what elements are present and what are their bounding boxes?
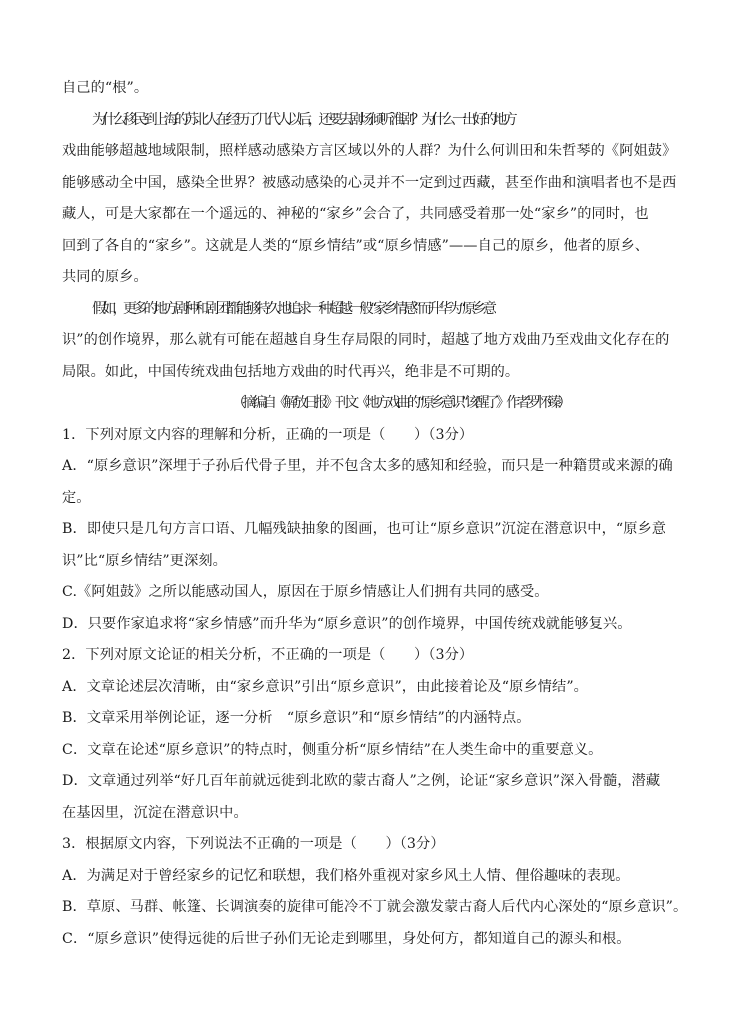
question-2-option-d: D．文章通过列举“好几百年前就远徙到北欧的蒙古裔人”之例，论证“家乡意识”深入骨髓，潜藏	[62, 773, 661, 789]
article-line: 藏人，可是大家都在一个遥远的、神秘的“家乡”会合了，共同感受着那一处“家乡”的同时，也	[62, 206, 649, 222]
article-line: 识”的创作境界，那么就有可能在超越自身生存局限的同时，超越了地方戏曲乃至戏曲文化存在的	[62, 332, 670, 348]
question-1-option-b: B．即使只是几句方言口语、几幅残缺抽象的图画，也可让“原乡意识”沉淀在潜意识中，“原乡意	[62, 521, 667, 537]
question-2-option-a: A．文章论述层次清晰，由“家乡意识”引出“原乡意识”，由此接着论及“原乡情结”。	[62, 679, 588, 695]
article-paragraph-start: 为什么移民到上海的苏北人在经历了几代人以后，还要去剧场倾听淮剧？为什么一出好的地方	[92, 112, 514, 128]
question-1-stem: 1．下列对原文内容的理解和分析，正确的一项是（ ）（3分）	[62, 427, 474, 443]
article-line: 能够感动全中国，感染全世界？被感动感染的心灵并不一定到过西藏，甚至作曲和演唱者也不是西	[62, 175, 677, 191]
article-line: 共同的原乡。	[62, 269, 148, 285]
question-1-option-c: C.《阿姐鼓》之所以能感动国人，原因在于原乡情感让人们拥有共同的感受。	[62, 584, 549, 600]
article-line: 戏曲能够超越地域限制，照样感动感染方言区域以外的人群？为什么何训田和朱哲琴的《阿姐鼓》	[62, 143, 677, 159]
question-1-option-a-cont: 定。	[62, 490, 91, 506]
question-2-option-c: C．文章在论述“原乡意识”的特点时，侧重分析“原乡情结”在人类生命中的重要意义。	[62, 742, 603, 758]
article-paragraph-start: 假如，更多的地方剧种和剧团都能够持久地追求一种超越一般“家乡情感”而升华为“原乡意	[92, 301, 493, 317]
article-line: 自己的“根”。	[62, 80, 149, 96]
question-2-stem: 2．下列对原文论证的相关分析，不正确的一项是（ ）（3分）	[62, 647, 474, 663]
article-line: 局限。如此，中国传统戏曲包括地方戏曲的时代再兴，绝非是不可期的。	[62, 364, 520, 380]
article-line: 回到了各自的“家乡”。这就是人类的“原乡情结”或“原乡情感”——自己的原乡，他者的原乡、	[62, 238, 650, 254]
question-2-option-b: B．文章采用举例论证，逐一分析 “原乡意识”和“原乡情结”的内涵特点。	[62, 710, 531, 726]
question-2-option-d-cont: 在基因里，沉淀在潜意识中。	[62, 805, 248, 821]
question-3-option-b: B．草原、马群、帐篷、长调演奏的旋律可能冷不丁就会激发蒙古裔人后代内心深处的“原乡意识”。	[62, 899, 688, 915]
question-1-option-d: D．只要作家追求将“家乡情感”而升华为“原乡意识”的创作境界，中国传统戏就能够复兴。	[62, 616, 632, 632]
question-3-option-a: A．为满足对于曾经家乡的记忆和联想，我们格外重视对家乡风土人情、俚俗趣味的表现。	[62, 868, 630, 884]
question-3-stem: 3．根据原文内容，下列说法不正确的一项是（ ）（3分）	[62, 836, 445, 852]
article-source: （摘编自《解放日报》刊文《地方戏曲的“原乡意识”该醒了》作者罗怀臻）	[232, 395, 568, 411]
question-1-option-b-cont: 识”比“原乡情结”更深刻。	[62, 553, 227, 569]
question-3-option-c: C．“原乡意识”使得远徙的后世子孙们无论走到哪里，身处何方，都知道自己的源头和根。	[62, 931, 631, 947]
question-1-option-a: A．“原乡意识”深埋于子孙后代骨子里，并不包含太多的感知和经验，而只是一种籍贯或来源的确	[62, 458, 673, 474]
